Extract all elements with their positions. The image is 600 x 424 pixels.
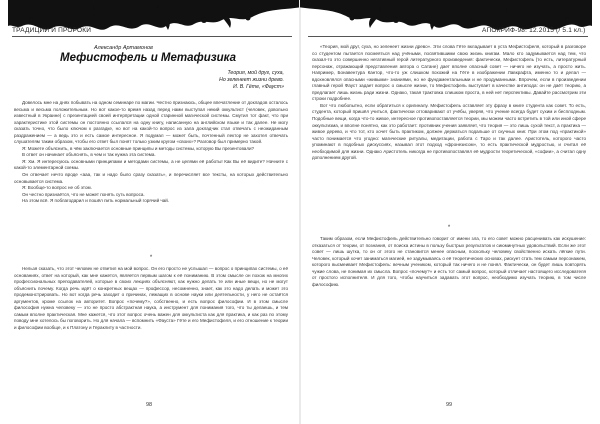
article-body-continued-2 bbox=[312, 236, 586, 364]
right-page bbox=[300, 0, 600, 424]
article-title: Мефистофель и Метафизика bbox=[60, 52, 236, 64]
dialogue-line: Я: Вообще-то вопрос не об этом. bbox=[22, 185, 92, 191]
running-head: ТРАДИЦИИ И ПРОРОКИ bbox=[12, 27, 92, 34]
paragraph: Вот что любопытно, если обратиться к оригиналу. Мефистофель оставляет эту фразу в книге студента как совет. То есть, студента, который пришёл учиться, фактически отговаривают от учёбы, уверяя, что учение всегда будет сухим и бесплодным. Подобные вещи, когда что-то живое, интересное противопоставляется теории, мы можем часто встретить в той или иной сфере оккультизма, и вполне понятно, как это работает: противник учения заявляет, что теория — это лишь сухой текст, а практика — живое дерево, и что тот, кто хочет быть практиком, должен держаться подальше от скучных книг. При этом под «практикой» часто понимается что угодно: магические ритуалы, медитации, работа с Таро и так далее. Аристотель, которого часто упоминают в подобных дискуссиях, называл этот подход «фронезисом», то есть практической мудростью, и считал её необходимой для жизни. Однако Аристотель никогда не противопоставлял её мудрости теоретической, «софии», а считал одну дополнением другой. bbox=[312, 102, 586, 161]
header-rule bbox=[12, 36, 292, 37]
epigraph bbox=[219, 70, 284, 91]
paragraph: В ответ он начинает объяснять, в чем и так нужна эта система. bbox=[22, 152, 156, 158]
running-head: АПОКРИФ-98: 12.2015 (/ 5.1 кл.) bbox=[482, 27, 586, 34]
epigraph-attribution: И. В. Гёте, «Фауст» bbox=[233, 84, 284, 90]
epigraph-line: Теория, мой друг, суха, bbox=[227, 70, 284, 76]
page-number: 98 bbox=[146, 402, 153, 408]
header-rule bbox=[308, 36, 588, 37]
article-body-continued bbox=[312, 44, 586, 220]
section-break: * bbox=[149, 255, 153, 261]
epigraph-line: Но зеленеет жизни древо. bbox=[219, 77, 284, 83]
section-break: * bbox=[447, 225, 451, 231]
paragraph: Он честно признаётся, что не может понять суть вопроса. bbox=[22, 191, 145, 197]
page-number: 99 bbox=[446, 402, 453, 408]
paragraph: «Теория, мой друг, суха, но зеленеет жизни древо». Эти слова Гёте вкладывает в уста Мефистофеля, который в разговоре со студентом пытается посмеяться над учёными, посвятившими свою жизнь книгам. Мало кто задумывается над тем, что сказал-то это совершенно негативный герой литературного произведения: фактически, Мефистофель (то есть, литературный персонаж, отражающий представления автора о Сатане) дает вполне опасный совет — ничего не изучать, а просто жить. Например, Бонавентура Кантор, что-то уж слишком похожий на Гёте в изображении Лавкрафта, именно то и делал — вдохновлялся опасными «живыми» знаниями, но не фундаментальными и не продуманными. Впрочем, если в произведении главный герой Фауст задает вопрос о смысле жизни, то Мефистофель выступает в качестве антипода: он не даёт теорию, а предлагает лишь жизнь ради жизни. Однако, такая трактовка слишком проста, в ней нет перспективы. Давайте рассмотрим эти строки подробнее. bbox=[312, 44, 586, 102]
article-author: Александр Артамонов bbox=[94, 45, 153, 51]
dialogue-line: Я: Хм. Я интересуюсь основными принципами и методами системы, а не целями её работы! Как Вы её видите? Начните с какой-то элементарной схемы. bbox=[14, 158, 288, 171]
paragraph: Он отвечает нечто вроде «ааа, так и надо было сразу сказать», и перечисляет все тексты, на которых действительно основывается система. bbox=[14, 172, 288, 184]
paragraph: На этом всё. Я поблагодарил и пошёл пить нормальный горячий чай. bbox=[22, 198, 170, 204]
article-body-main bbox=[14, 266, 288, 352]
article-body-intro bbox=[14, 100, 288, 225]
paragraph: Нельзя сказать, что этот человек не ответил на мой вопрос. Он его просто не услышал — вопрос о принципах системы, о её основаниях, ответ на который, как мне кажется, является первым шагом к её пониманию. В этом смысле он похож на многих профессиональных преподавателей, которые в своих лекциях объясняют, как нужно делать те или иные вещи, но не могут объяснить почему. Когда речь идёт о конкретных вещах — профессор, несомненно, знает, как это надо делать и может это продемонстрировать. Но вот когда речь заходит о причинах, лежащих в основе науки или деятельности, у него не остаётся аргументов, кроме ссылок на авторитет. Вопрос «почему?», собственно, и есть вопрос философии. И в этом смысле философия нужна человеку — это не просто абстрактная наука, а инструмент для понимания того, что ты делаешь, и тем самым вполне практическая. Мне кажется, что этот вопрос очень важен для оккультиста как для практика, и как раз по этому поводу мне хотелось бы поговорить. Но для начала — вспомнить «Фауста» Гёте и его Мефистофеля, и его отношение к теории и философии вообще, и к Платону и Гераклиту в частности. bbox=[14, 266, 288, 330]
paragraph: Таким образом, если Мефистофель действительно говорит от имени зла, то его совет можно расценивать как искушение: отказаться от теории, от познания, от поиска истины в пользу быстрых результатов и сиюминутных удовольствий. Если же этот совет — лишь шутка, то он от этого не становится менее опасным, поскольку человеку свойственно искать лёгкие пути. Человек, который хочет заниматься магией, не задумываясь о её теоретических основах, рискует стать тем самым персонажем, которого высмеивает Мефистофель: вечным учеником, который так ничего и не понял. Фактически, он будет лишь повторять чужие слова, не понимая их смысла. Вопрос «почему?» и есть тот самый вопрос, который отличает настоящего исследователя от простого исполнителя. И для того, чтобы научиться задавать этот вопрос, необходимо изучать теорию, в том числе философию. bbox=[312, 236, 586, 287]
dialogue-line: Я: Можете объяснить, в чём заключается основные принципы и методы системы, которую Вы презентовали? bbox=[22, 145, 255, 151]
paragraph: Довелось мне на днях побывать на одном семинаре по магии. Честно признаюсь, общее впечатление от докладов осталось весьма и весьма положительным. Но вот какое-то время назад перед нами выступал некий оккультист (человек, довольно известный в Украине) с презентацией своей интерпретации одной старинной магической системы. Смутил тот факт, что при характеристике этой системы он постоянно ссылался на одну книгу, написанную на английском языке и так далее. Не могу сказать точно, что было ключом к разгадке, но вот на какой-то вопрос из зала докладчик стал отвечать с неожиданным раздражением — а ведь это и есть самое интересное. Я подумал — может быть, почтенный лектор не захотел отвечать слушателям таким образом, чтобы его ответ был понят только узким кругом «своих»? Разговор был примерно такой. bbox=[14, 100, 288, 145]
